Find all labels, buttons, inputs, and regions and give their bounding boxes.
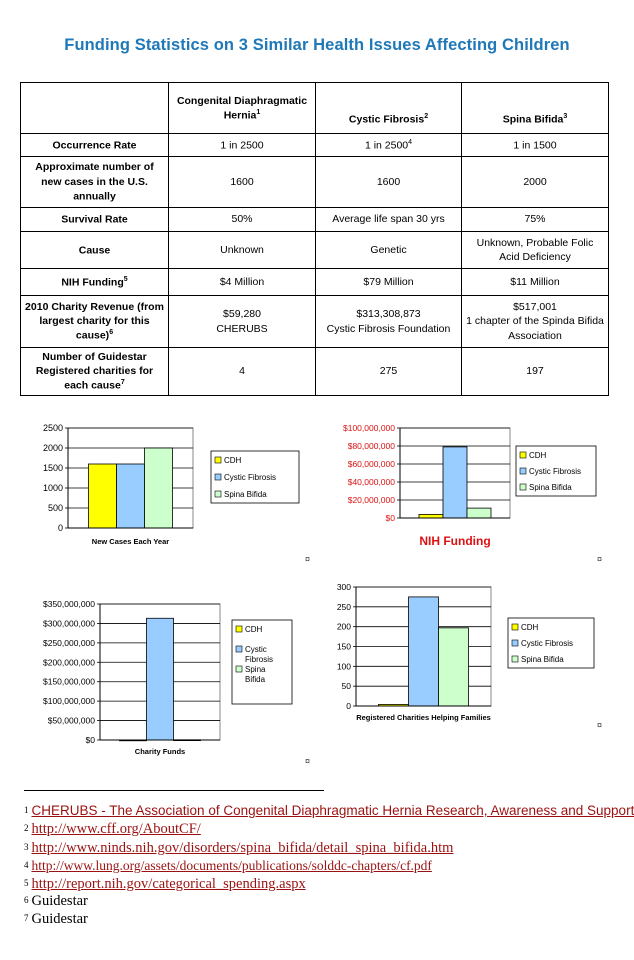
table-row	[21, 232, 609, 269]
legend-swatch-spina-bifida	[520, 484, 526, 490]
footnote-7: $^7$ Guidestar	[24, 911, 88, 927]
table-row	[21, 208, 609, 232]
legend-swatch-cystic-fibrosis	[520, 468, 526, 474]
y-tick-label: 200	[336, 621, 351, 632]
nih-funding-chart-svg	[330, 418, 600, 558]
legend-swatch-cystic-fibrosis	[512, 640, 518, 646]
footnote-link[interactable]: http://report.nih.gov/categorical_spending.aspx	[31, 876, 306, 892]
legend-label: Cystic Fibrosis	[521, 639, 574, 648]
footnote-3: $^3$ http://www.ninds.nih.gov/disorders/spina_bifida/detail_spina_bifida.htm	[24, 840, 454, 856]
y-tick-label: 1000	[42, 483, 63, 493]
footnote-5: $^5$ http://report.nih.gov/categorical_spending.aspx	[24, 876, 306, 892]
registered-charities-chart	[330, 580, 603, 730]
bar-spina-bifida	[467, 508, 491, 518]
legend-label: CDH	[224, 456, 242, 465]
y-tick-label: $350,000,000	[43, 599, 95, 609]
charity-funds-chart-svg	[20, 595, 300, 765]
footnote-2: $^2$ http://www.cff.org/AboutCF/	[24, 821, 201, 837]
table-header-row	[21, 83, 609, 134]
bar-spina-bifida	[439, 628, 469, 706]
legend-label: Spina Bifida	[224, 490, 267, 499]
table-cell: $517,001 1 chapter of the Spinda Bifida Association	[462, 296, 609, 348]
y-tick-label: $300,000,000	[43, 618, 95, 629]
table-cell: Unknown	[169, 232, 316, 269]
legend-label: CDH	[245, 625, 263, 634]
y-tick-label: $100,000,000	[43, 696, 95, 707]
y-tick-label: 0	[346, 701, 351, 711]
column-header-cf: Cystic Fibrosis$^2$	[316, 83, 462, 134]
y-tick-label: 2000	[42, 443, 63, 453]
y-tick-label: $250,000,000	[43, 637, 95, 648]
row-header-survival-rate: Survival Rate	[21, 208, 169, 232]
bar-cystic-fibrosis	[117, 464, 145, 528]
footnote-link[interactable]: http://www.cff.org/AboutCF/	[31, 821, 201, 837]
x-axis-label: Charity Funds	[134, 747, 186, 756]
legend-swatch-cystic-fibrosis	[215, 474, 221, 480]
bar-spina-bifida	[145, 448, 173, 528]
row-header-nih-funding: NIH Funding$^5$	[21, 269, 169, 296]
y-tick-label: $100,000,000	[343, 423, 395, 433]
table-row	[21, 134, 609, 157]
y-tick-label: 150	[336, 641, 351, 652]
column-header-sb: Spina Bifida$^3$	[462, 83, 609, 134]
table-cell: 1 in 2500	[169, 134, 316, 157]
column-header-cdh: Congenital Diaphragmatic Hernia$^1$	[169, 83, 316, 134]
new-cases-chart-svg	[20, 418, 300, 558]
legend-swatch-cdh	[215, 457, 221, 463]
legend-label: Cystic	[245, 645, 267, 654]
new-cases-chart	[20, 418, 300, 558]
registered-charities-chart-svg	[330, 580, 603, 730]
footnote-link[interactable]: CHERUBS - The Association of Congenital Diaphragmatic Hernia Research, Awareness and Support	[31, 803, 634, 818]
legend-swatch-cdh	[236, 626, 242, 632]
legend-label: Spina	[245, 665, 266, 674]
y-tick-label: $0	[385, 513, 395, 523]
table-row	[21, 157, 609, 208]
row-header-cause: Cause	[21, 232, 169, 269]
y-tick-label: 50	[341, 681, 351, 692]
legend-label: Cystic Fibrosis	[529, 467, 582, 476]
y-tick-label: $80,000,000	[347, 441, 395, 451]
y-tick-label: $50,000,000	[47, 715, 95, 726]
y-tick-label: $150,000,000	[43, 676, 95, 687]
charity-funds-chart	[20, 595, 300, 765]
bar-cystic-fibrosis	[443, 447, 467, 518]
bar-cdh	[419, 514, 443, 518]
y-tick-label: 250	[336, 601, 351, 612]
table-cell: 2000	[462, 157, 609, 208]
table-cell: $59,280 CHERUBS	[169, 296, 316, 348]
row-header-charity-revenue: 2010 Charity Revenue (from largest charity for this cause)$^6$	[21, 296, 169, 348]
paragraph-mark: ¤	[597, 554, 603, 564]
y-tick-label: $0	[85, 735, 95, 745]
legend-label: Cystic Fibrosis	[224, 473, 277, 482]
legend-swatch-spina-bifida	[236, 666, 242, 672]
paragraph-mark: ¤	[305, 554, 311, 564]
y-tick-label: 0	[57, 523, 63, 533]
footnote-6: $^6$ Guidestar	[24, 893, 88, 909]
table-cell: Average life span 30 yrs	[316, 208, 462, 232]
table-cell: $79 Million	[316, 269, 462, 296]
table-cell: 1600	[316, 157, 462, 208]
legend-swatch-spina-bifida	[512, 656, 518, 662]
legend-label: CDH	[521, 623, 539, 632]
footnote-link[interactable]: http://www.lung.org/assets/documents/publications/solddc-chapters/cf.pdf	[31, 858, 432, 873]
x-axis-label: New Cases Each Year	[91, 537, 170, 546]
y-tick-label: 2500	[42, 423, 63, 433]
footnote-divider	[24, 790, 324, 791]
row-header-new-cases: Approximate number of new cases in the U.S. annually	[21, 157, 169, 208]
legend-swatch-cdh	[512, 624, 518, 630]
y-tick-label: $60,000,000	[347, 459, 395, 469]
table-cell: 4	[169, 348, 316, 396]
row-header-guidestar-charities: Number of Guidestar Registered charities for each cause$^7$	[21, 348, 169, 396]
y-tick-label: 1500	[42, 463, 63, 473]
table-cell: 1 in 1500	[462, 134, 609, 157]
nih-funding-chart	[330, 418, 600, 558]
table-cell: 1600	[169, 157, 316, 208]
legend-swatch-cdh	[520, 452, 526, 458]
legend-swatch-spina-bifida	[215, 491, 221, 497]
footnote-text: Guidestar	[31, 893, 88, 909]
table-cell: Unknown, Probable Folic Acid Deficiency	[462, 232, 609, 269]
y-tick-label: $200,000,000	[43, 657, 95, 668]
y-tick-label: 300	[336, 582, 351, 592]
table-cell: 275	[316, 348, 462, 396]
legend-label: Spina Bifida	[529, 483, 572, 492]
y-tick-label: $20,000,000	[347, 495, 395, 505]
table-cell: Genetic	[316, 232, 462, 269]
x-axis-label: Registered Charities Helping Families	[356, 713, 491, 722]
table-row	[21, 269, 609, 296]
row-header-occurrence-rate: Occurrence Rate	[21, 134, 169, 157]
footnote-text: Guidestar	[31, 911, 88, 927]
footnote-1: $^1$ CHERUBS - The Association of Congenital Diaphragmatic Hernia Research, Awareness and Support	[24, 803, 634, 818]
paragraph-mark: ¤	[597, 720, 603, 730]
legend-label: Bifida	[245, 675, 266, 684]
table-row	[21, 348, 609, 396]
table-corner-cell	[21, 83, 169, 134]
table-row	[21, 296, 609, 348]
paragraph-mark: ¤	[305, 756, 311, 766]
table-cell: 50%	[169, 208, 316, 232]
footnote-4: $^4$ http://www.lung.org/assets/documents/publications/solddc-chapters/cf.pdf	[24, 858, 432, 873]
legend-label: Spina Bifida	[521, 655, 564, 664]
footnote-link[interactable]: http://www.ninds.nih.gov/disorders/spina_bifida/detail_spina_bifida.htm	[31, 840, 454, 856]
legend-swatch-cystic-fibrosis	[236, 646, 242, 652]
legend-label: CDH	[529, 451, 547, 460]
y-tick-label: 100	[336, 661, 351, 672]
legend-label: Fibrosis	[245, 655, 274, 664]
y-tick-label: 500	[47, 503, 63, 513]
bar-cystic-fibrosis	[147, 618, 174, 740]
funding-stats-table	[20, 82, 609, 396]
bar-cystic-fibrosis	[409, 597, 439, 706]
table-cell: $4 Million	[169, 269, 316, 296]
page-title: Funding Statistics on 3 Similar Health Issues Affecting Children	[64, 36, 570, 54]
table-cell: $11 Million	[462, 269, 609, 296]
table-cell: $313,308,873 Cystic Fibrosis Foundation	[316, 296, 462, 348]
table-cell: 197	[462, 348, 609, 396]
table-cell: 75%	[462, 208, 609, 232]
chart-title: NIH Funding	[419, 534, 491, 548]
y-tick-label: $40,000,000	[347, 477, 395, 487]
bar-cdh	[89, 464, 117, 528]
table-cell: 1 in 2500$^4$	[316, 134, 462, 157]
